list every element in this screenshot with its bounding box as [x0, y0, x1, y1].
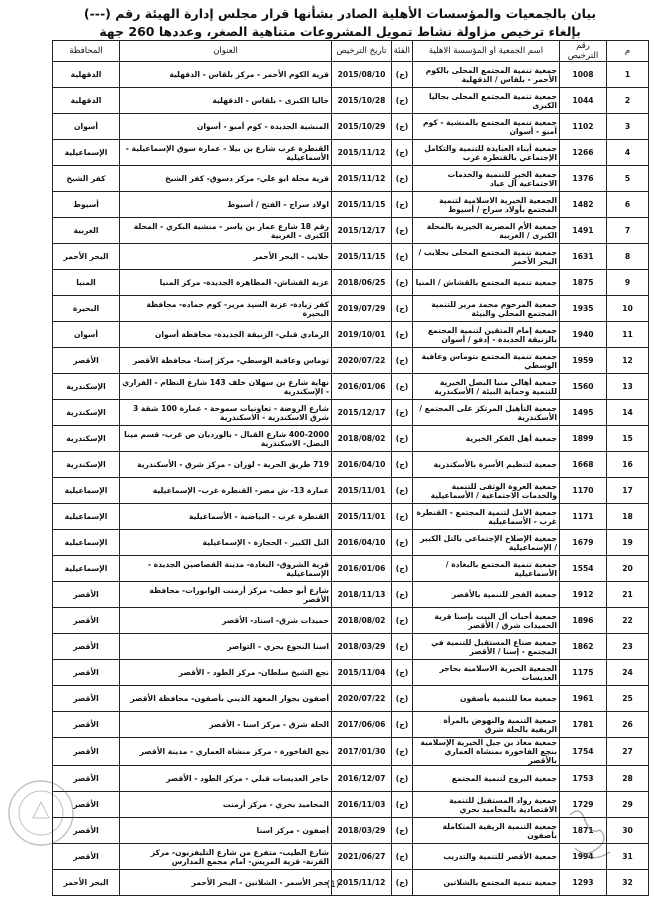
- address: الرمادي قبلي- الزنيقة الجديدة- محافظة أسوان: [120, 322, 332, 348]
- header-name: اسم الجمعية او المؤسسة الاهلية: [413, 41, 560, 62]
- address: عمارة 13- ش مصر- القنطرة غرب- الإسماعيلية: [120, 478, 332, 504]
- title-line-2: بإلغاء ترخيص مزاولة نشاط تمويل المشروعات متناهية الصغر، وعددها 260 جهة: [99, 24, 581, 39]
- association-name: جمعية صناع المستقبل للتنمية في المجتمع - إسنا / الأقصر: [413, 634, 560, 660]
- governorate: الإسماعيلية: [53, 530, 120, 556]
- title-line-1: بيان بالجمعيات والمؤسسات الأهلية الصادر بشأنها قرار مجلس إدارة الهيئة رقم (---): [83, 6, 597, 21]
- governorate: البحيرة: [53, 296, 120, 322]
- address: عزبة القشاش- المطاهرة الجديدة- مركز المنيا: [120, 270, 332, 296]
- table-row: [53, 634, 649, 660]
- association-name: جمعية تنمية المجتمع المحلى بالكوم الأحمر - بلقاس / الدقهلية: [413, 62, 560, 88]
- license-number: 1781: [560, 712, 607, 738]
- category: (ج): [392, 634, 413, 660]
- category: (ج): [392, 686, 413, 712]
- governorate: الأقصر: [53, 686, 120, 712]
- license-number: 1959: [560, 348, 607, 374]
- row-number: 5: [607, 166, 649, 192]
- address: قرية الشروق- البغادة- مدينة القصاصين الجديدة - الإسماعيلية: [120, 556, 332, 582]
- license-number: 1754: [560, 738, 607, 766]
- license-number: 1899: [560, 426, 607, 452]
- governorate: الأقصر: [53, 348, 120, 374]
- association-name: جمعية أحباب آل البيت بإسنا قرية الحميدات شرق / الأقصر: [413, 608, 560, 634]
- license-date: 2021/06/27: [332, 844, 392, 870]
- table-row: [53, 660, 649, 686]
- row-number: 13: [607, 374, 649, 400]
- address: أصفون - مركز اسنا: [120, 818, 332, 844]
- row-number: 26: [607, 712, 649, 738]
- license-date: 2018/03/29: [332, 634, 392, 660]
- license-date: 2015/11/12: [332, 166, 392, 192]
- category: (ج): [392, 140, 413, 166]
- category: (ج): [392, 192, 413, 218]
- table-row: [53, 530, 649, 556]
- row-number: 24: [607, 660, 649, 686]
- row-number: 22: [607, 608, 649, 634]
- address: التل الكبير - الحجازة - الإسماعيلية: [120, 530, 332, 556]
- row-number: 6: [607, 192, 649, 218]
- table-row: [53, 296, 649, 322]
- association-name: جمعية تنمية المجتمع المحلى بحلايب / البحر الأحمر: [413, 244, 560, 270]
- governorate: الأقصر: [53, 660, 120, 686]
- governorate: الإسماعيلية: [53, 504, 120, 530]
- table-row: [53, 556, 649, 582]
- category: (ج): [392, 270, 413, 296]
- license-number: 1044: [560, 88, 607, 114]
- address: جاليا الكبرى - بلقاس - الدقهلية: [120, 88, 332, 114]
- license-date: 2015/11/01: [332, 478, 392, 504]
- address: قرية محلة ابو علي- مركز دسوق- كفر الشيخ: [120, 166, 332, 192]
- category: (ج): [392, 88, 413, 114]
- governorate: الإسماعيلية: [53, 478, 120, 504]
- table-row: [53, 62, 649, 88]
- address: نهاية شارع بن سهلان خلف 143 شارع النظام - الفراري - الإسكندرية: [120, 374, 332, 400]
- table-row: [53, 374, 649, 400]
- row-number: 1: [607, 62, 649, 88]
- license-date: 2016/01/06: [332, 556, 392, 582]
- license-number: 1753: [560, 766, 607, 792]
- governorate: الإسكندرية: [53, 374, 120, 400]
- category: (ج): [392, 218, 413, 244]
- address: حاجر العديسات قبلي - مركز الطود - الأقصر: [120, 766, 332, 792]
- governorate: الإسكندرية: [53, 426, 120, 452]
- handwritten-signature: [560, 800, 620, 870]
- table-row: [53, 452, 649, 478]
- row-number: 12: [607, 348, 649, 374]
- license-date: 2015/10/29: [332, 114, 392, 140]
- row-number: 10: [607, 296, 649, 322]
- category: (ج): [392, 452, 413, 478]
- address: القنطرة غرب - البياضية - الأسماعيلية: [120, 504, 332, 530]
- license-date: 2015/12/17: [332, 400, 392, 426]
- governorate: الأقصر: [53, 818, 120, 844]
- governorate: الأقصر: [53, 634, 120, 660]
- category: (ج): [392, 322, 413, 348]
- governorate: البحر الأحمر: [53, 870, 120, 896]
- association-name: جمعية التنمية والنهوض بالمرأة الريفية بالحلة شرق: [413, 712, 560, 738]
- license-date: 2020/07/22: [332, 686, 392, 712]
- association-name: جمعية الفجر للتنمية بالأقصر: [413, 582, 560, 608]
- row-number: 19: [607, 530, 649, 556]
- governorate: الأقصر: [53, 582, 120, 608]
- category: (ج): [392, 244, 413, 270]
- category: (ج): [392, 348, 413, 374]
- license-date: 2015/11/04: [332, 660, 392, 686]
- license-number: 1729: [560, 792, 607, 818]
- governorate: الدقهلية: [53, 62, 120, 88]
- stamp-seal: [6, 778, 76, 848]
- license-number: 1266: [560, 140, 607, 166]
- governorate: الغربية: [53, 218, 120, 244]
- table-row: [53, 88, 649, 114]
- association-name: جمعية إمام المتقين لتنمية المجتمع بالزنيقة الجديدة - إدفو / أسوان: [413, 322, 560, 348]
- license-date: 2017/06/06: [332, 712, 392, 738]
- table-row: [53, 582, 649, 608]
- association-name: جمعية الامل لتنمية المجتمع - القنطرة غرب - الأسماعيلية: [413, 504, 560, 530]
- row-number: 4: [607, 140, 649, 166]
- license-date: 2015/11/12: [332, 140, 392, 166]
- category: (ج): [392, 582, 413, 608]
- governorate: أسوان: [53, 322, 120, 348]
- table-row: [53, 400, 649, 426]
- row-number: 23: [607, 634, 649, 660]
- row-number: 2: [607, 88, 649, 114]
- address: أصفون بجوار المعهد الديني بأصفون- محافظة الأقصر: [120, 686, 332, 712]
- category: (ج): [392, 660, 413, 686]
- license-date: 2020/07/22: [332, 348, 392, 374]
- license-number: 1376: [560, 166, 607, 192]
- address: 400-2000 شارع القبال - بالورديان ص غرب- قسم مينا البصل- الاسكندرية: [120, 426, 332, 452]
- address: الحلة شرق - مركز اسنا - الأقصر: [120, 712, 332, 738]
- association-name: جمعية لتنظيم الأسرة بالأسكندرية: [413, 452, 560, 478]
- table-row: [53, 218, 649, 244]
- license-number: 1554: [560, 556, 607, 582]
- license-number: 1871: [560, 818, 607, 844]
- association-name: جمعية الأم المصرية الخيرية بالمحلة الكبرى / الغربية: [413, 218, 560, 244]
- governorate: أسوان: [53, 114, 120, 140]
- row-number: 7: [607, 218, 649, 244]
- governorate: الإسكندرية: [53, 400, 120, 426]
- association-name: جمعية رواد المستقبل للتنمية الاقتصادية بالمحاميد بحري: [413, 792, 560, 818]
- governorate: الإسماعيلية: [53, 556, 120, 582]
- license-number: 1679: [560, 530, 607, 556]
- license-number: 1875: [560, 270, 607, 296]
- row-number: 25: [607, 686, 649, 712]
- governorate: المنيا: [53, 270, 120, 296]
- governorate: الإسماعيلية: [53, 140, 120, 166]
- license-date: 2015/11/15: [332, 244, 392, 270]
- row-number: 20: [607, 556, 649, 582]
- address: حلايب - البحر الأحمر: [120, 244, 332, 270]
- governorate: الأقصر: [53, 766, 120, 792]
- address: كفر زيادة- عزبة السيد مرير- كوم حماده- محافظة البحيرة: [120, 296, 332, 322]
- table-row: [53, 322, 649, 348]
- association-name: جمعية معا للتنمية بأصفون: [413, 686, 560, 712]
- category: (ج): [392, 114, 413, 140]
- association-name: جمعية التنمية الريفية المتكاملة بأصفون: [413, 818, 560, 844]
- license-date: 2017/01/30: [332, 738, 392, 766]
- license-number: 1940: [560, 322, 607, 348]
- table-row: [53, 608, 649, 634]
- association-name: جمعية أهل الفكر الخيرية: [413, 426, 560, 452]
- license-number: 1171: [560, 504, 607, 530]
- address: 719 طريق الحرية - لوران - مركز شرق - الأسكندرية: [120, 452, 332, 478]
- category: (ج): [392, 766, 413, 792]
- table-row: [53, 192, 649, 218]
- license-date: 2018/11/13: [332, 582, 392, 608]
- row-number: 29: [607, 792, 649, 818]
- category: (ج): [392, 296, 413, 322]
- address: شارع أبو حطب- مركز أرمنت الوابورات- محافظة الأقصر: [120, 582, 332, 608]
- license-number: 1175: [560, 660, 607, 686]
- table-row: [53, 166, 649, 192]
- table-row: [53, 244, 649, 270]
- category: (ج): [392, 478, 413, 504]
- governorate: الأقصر: [53, 844, 120, 870]
- license-date: 2015/10/28: [332, 88, 392, 114]
- row-number: 16: [607, 452, 649, 478]
- license-date: 2018/06/25: [332, 270, 392, 296]
- license-number: 1495: [560, 400, 607, 426]
- license-number: 1560: [560, 374, 607, 400]
- category: (ج): [392, 870, 413, 896]
- address: حجر الأسمر - الشلاتين - البحر الأحمر: [120, 870, 332, 896]
- address: المحاميد بحري - مركز أرمنت: [120, 792, 332, 818]
- association-name: جمعية العروة الوثقى للتنمية والخدمات الاجتماعية / الأسماعيلية: [413, 478, 560, 504]
- category: (ج): [392, 556, 413, 582]
- row-number: 11: [607, 322, 649, 348]
- association-name: جمعية التأهيل المرتكز على المجتمع / الأسكندرية: [413, 400, 560, 426]
- address: اولاد سراج - الفتح / أسيوط: [120, 192, 332, 218]
- table-row: [53, 348, 649, 374]
- license-number: 1102: [560, 114, 607, 140]
- governorate: الأقصر: [53, 738, 120, 766]
- table-row: [53, 140, 649, 166]
- row-number: 14: [607, 400, 649, 426]
- association-name: جمعية المرحوم محمد مرير للتنمية المجتمع المحلي والبيئة: [413, 296, 560, 322]
- category: (ج): [392, 166, 413, 192]
- license-number: 1935: [560, 296, 607, 322]
- category: (ج): [392, 530, 413, 556]
- associations-table: [52, 40, 649, 896]
- association-name: جمعية الخير للتنمية والخدمات الاجتماعية آل عياد: [413, 166, 560, 192]
- category: (ج): [392, 712, 413, 738]
- table-row: [53, 738, 649, 766]
- license-date: 2016/04/10: [332, 452, 392, 478]
- address: شارع الطيب- متفرع من شارع التليفزيون- مركز القرنة- قرية المريس- امام مجمع المدارس: [120, 844, 332, 870]
- table-row: [53, 766, 649, 792]
- table-row: [53, 686, 649, 712]
- license-number: 1896: [560, 608, 607, 634]
- category: (ج): [392, 426, 413, 452]
- association-name: جمعية تنمية المجتمع بالبغادة / الأسماعيلية: [413, 556, 560, 582]
- governorate: الأقصر: [53, 792, 120, 818]
- license-date: 2016/01/06: [332, 374, 392, 400]
- category: (ج): [392, 844, 413, 870]
- table-row: [53, 114, 649, 140]
- license-date: 2016/04/10: [332, 530, 392, 556]
- category: (ج): [392, 400, 413, 426]
- row-number: 28: [607, 766, 649, 792]
- address: شارع الروضة - تعاونيات سموحة - عمارة 100 شقة 3 شرق الاسكندرية - الاسكندرية: [120, 400, 332, 426]
- association-name: جمعية أبناء العبايدة للتنمية والتكامل الإجتماعي بالقنطرة غرب: [413, 140, 560, 166]
- category: (ج): [392, 738, 413, 766]
- category: (ج): [392, 792, 413, 818]
- association-name: جمعية البروج لتنمية المجتمع: [413, 766, 560, 792]
- license-number: 1491: [560, 218, 607, 244]
- address: رقم 18 شارع عمار بن ياسر - منشية البكري - المحلة الكبرى - الغربية: [120, 218, 332, 244]
- header-license: رقم الترخيص: [560, 41, 607, 62]
- license-date: 2018/03/29: [332, 818, 392, 844]
- license-number: 1668: [560, 452, 607, 478]
- header-category: الفئة: [392, 41, 413, 62]
- license-date: 2018/08/02: [332, 426, 392, 452]
- license-number: 1008: [560, 62, 607, 88]
- license-date: 2016/12/07: [332, 766, 392, 792]
- address: توماس وعافية الوسطي- مركز إسنا- محافظة الأقصر: [120, 348, 332, 374]
- category: (ج): [392, 818, 413, 844]
- row-number: 9: [607, 270, 649, 296]
- category: (ج): [392, 62, 413, 88]
- governorate: أسيوط: [53, 192, 120, 218]
- license-number: 1912: [560, 582, 607, 608]
- license-number: 1170: [560, 478, 607, 504]
- header-num: م: [607, 41, 649, 62]
- association-name: جمعية تنمية المجتمع المحلى بجاليا الكبرى: [413, 88, 560, 114]
- license-number: 1293: [560, 870, 607, 896]
- association-name: جمعية أهالي منيا البصل الخيرية للتنمية وحماية البيئة / الأسكندرية: [413, 374, 560, 400]
- header-governorate: المحافظة: [53, 41, 120, 62]
- association-name: جمعية تنمية المجتمع بالمنشية - كوم أمبو - أسوان: [413, 114, 560, 140]
- governorate: الإسكندرية: [53, 452, 120, 478]
- category: (ج): [392, 504, 413, 530]
- association-name: جمعية تنمية المجتمع بالقشاش / المنيا: [413, 270, 560, 296]
- row-number: 18: [607, 504, 649, 530]
- row-number: 30: [607, 818, 649, 844]
- license-date: 2015/08/10: [332, 62, 392, 88]
- header-date: تاريخ الترخيص: [332, 41, 392, 62]
- row-number: 8: [607, 244, 649, 270]
- document-title: [40, 0, 640, 41]
- license-number: 1482: [560, 192, 607, 218]
- category: (ج): [392, 374, 413, 400]
- license-date: 2016/11/03: [332, 792, 392, 818]
- row-number: 31: [607, 844, 649, 870]
- license-number: 1631: [560, 244, 607, 270]
- table-row: [53, 504, 649, 530]
- row-number: 15: [607, 426, 649, 452]
- license-date: 2019/07/29: [332, 296, 392, 322]
- governorate: كفر الشيخ: [53, 166, 120, 192]
- address: قرية الكوم الأحمر - مركز بلقاس - الدقهلية: [120, 62, 332, 88]
- license-date: 2018/08/02: [332, 608, 392, 634]
- row-number: 32: [607, 870, 649, 896]
- license-number: 1862: [560, 634, 607, 660]
- address: المنشية الجديدة - كوم أمبو - أسوان: [120, 114, 332, 140]
- governorate: الدقهلية: [53, 88, 120, 114]
- license-date: 2015/12/17: [332, 218, 392, 244]
- table-body: [53, 62, 649, 896]
- table-row: [53, 712, 649, 738]
- license-date: 2015/11/15: [332, 192, 392, 218]
- governorate: البحر الأحمر: [53, 244, 120, 270]
- association-name: جمعية معاذ بن جبل الخيرية الإسلامية بنجع الفاخورة بمنشاة العماري بالأقصر: [413, 738, 560, 766]
- address: نجع الفاخورة - مركز منشاة العماري - مدينة الأقصر: [120, 738, 332, 766]
- table-row: [53, 270, 649, 296]
- address: حميدات شرق- اسناد- الأقصر: [120, 608, 332, 634]
- row-number: 21: [607, 582, 649, 608]
- license-number: 1994: [560, 844, 607, 870]
- association-name: الجمعية الخيرية الاسلامية لتنمية المجتمع بأولاد سراج / أسيوط: [413, 192, 560, 218]
- row-number: 17: [607, 478, 649, 504]
- address: اسنا النجوع بحري - التواصر: [120, 634, 332, 660]
- license-date: 2019/10/01: [332, 322, 392, 348]
- association-name: جمعية الإصلاح الإجتماعي بالتل الكبير / الإسماعيلية: [413, 530, 560, 556]
- association-name: جمعية تنمية المجتمع بتوماس وعافية الوسطي: [413, 348, 560, 374]
- association-name: جمعية الأقصر للتنمية والتدريب: [413, 844, 560, 870]
- association-name: جمعية تنمية المجتمع بالشلاتين: [413, 870, 560, 896]
- governorate: الأقصر: [53, 712, 120, 738]
- header-address: العنوان: [120, 41, 332, 62]
- address: نجع الشيخ سلطان- مركز الطود - الأقصر: [120, 660, 332, 686]
- license-date: 2015/11/01: [332, 504, 392, 530]
- row-number: 27: [607, 738, 649, 766]
- row-number: 3: [607, 114, 649, 140]
- table-row: [53, 478, 649, 504]
- license-number: 1961: [560, 686, 607, 712]
- association-name: الجمعية الخيرية الاسلامية بحاجر العديسات: [413, 660, 560, 686]
- category: (ج): [392, 608, 413, 634]
- governorate: الأقصر: [53, 608, 120, 634]
- page-number: (1): [326, 880, 340, 890]
- table-header-row: [53, 41, 649, 62]
- table-row: [53, 426, 649, 452]
- license-date: 2015/11/12: [332, 870, 392, 896]
- address: القنطرة غرب شارع بن بيلا - عمارة سوق الإسماعيلية - الأسماعيلية: [120, 140, 332, 166]
